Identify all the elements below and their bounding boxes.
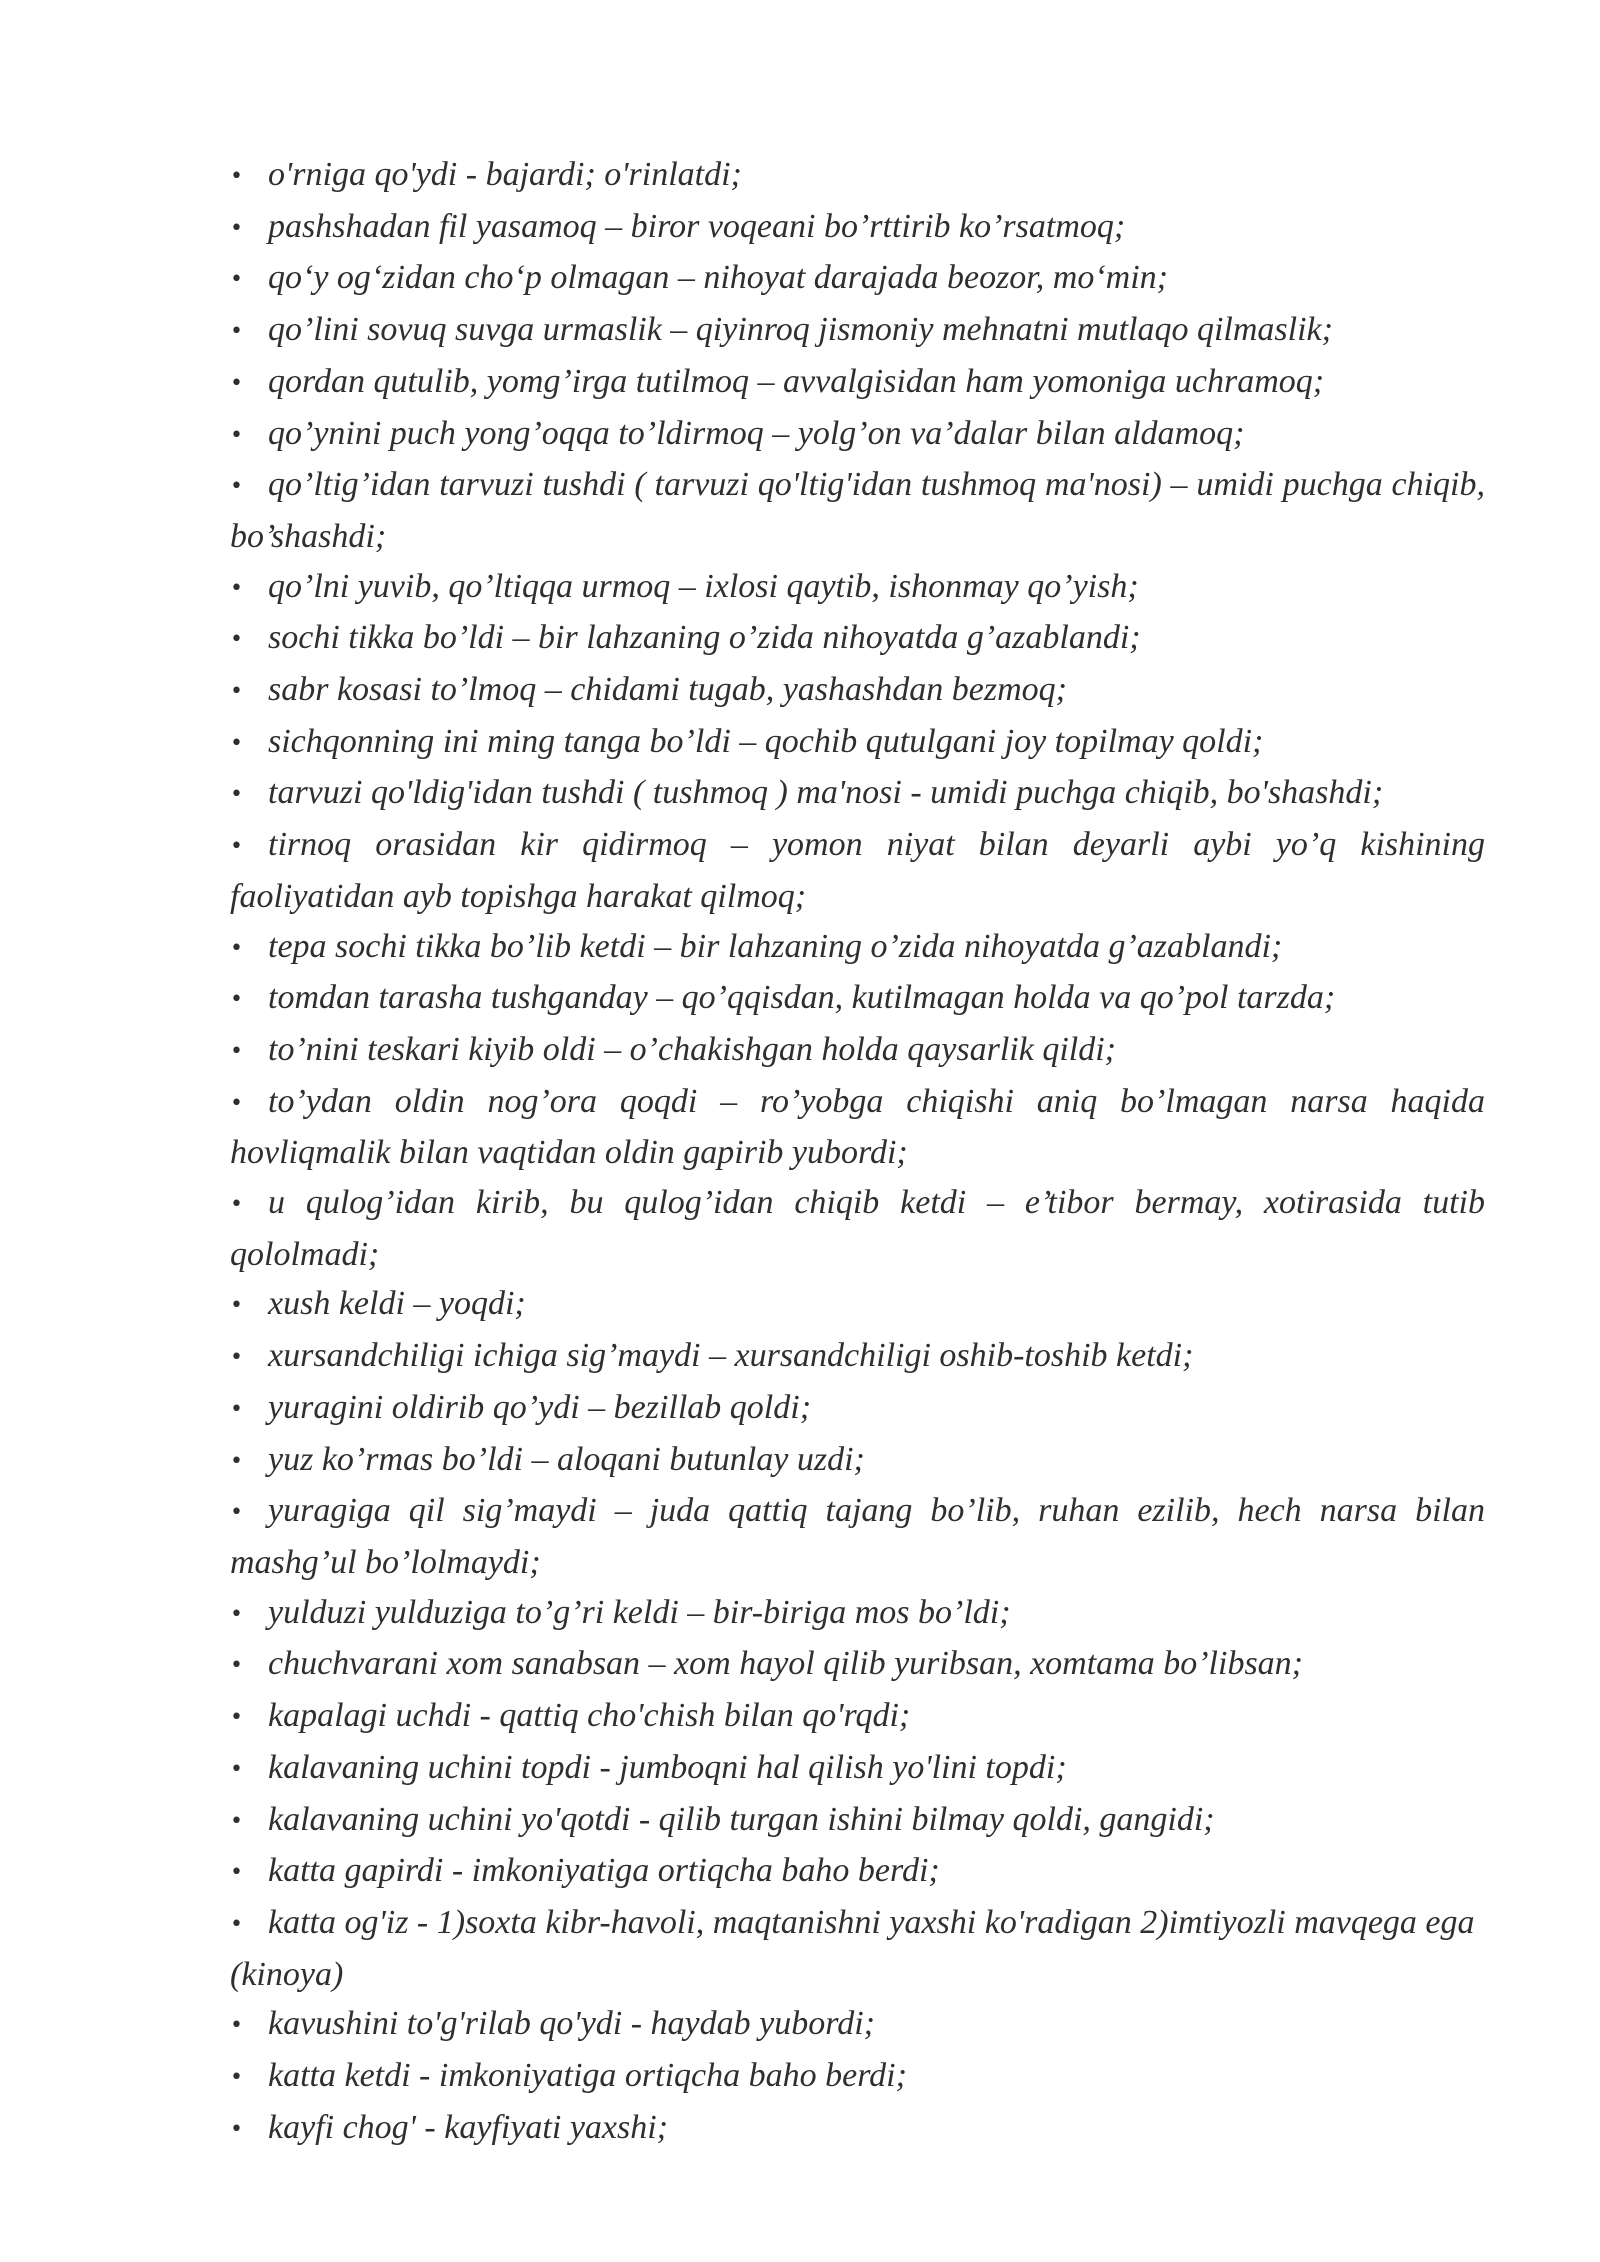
list-item xyxy=(230,1588,1485,1640)
list-item xyxy=(230,1331,1485,1383)
list-item xyxy=(230,768,1485,820)
bullet-icon: • xyxy=(230,1293,243,1319)
list-item xyxy=(230,973,1485,1025)
bullet-icon: • xyxy=(230,679,243,705)
list-item xyxy=(230,150,1485,202)
list-item-text: yulduzi yulduziga to’g’ri keldi – bir-biriga mos bo’ldi; xyxy=(268,1593,1011,1631)
list-item-text: tarvuzi qo'ldig'idan tushdi ( tushmoq ) ma'nosi - umidi puchga chiqib, bo'shashdi; xyxy=(268,774,1384,812)
bullet-icon: • xyxy=(230,1756,243,1782)
list-item xyxy=(230,409,1485,461)
bullet-icon: • xyxy=(230,1808,243,1834)
list-item-text: to’nini teskari kiyib oldi – o’chakishgan holda qaysarlik qildi; xyxy=(268,1030,1116,1068)
bullet-icon: • xyxy=(230,2116,243,2142)
list-item xyxy=(230,2103,1485,2155)
list-item-text: sichqonning ini ming tanga bo’ldi – qochib qutulgani joy topilmay qoldi; xyxy=(268,722,1264,760)
bullet-icon: • xyxy=(230,987,243,1013)
bullet-icon: • xyxy=(230,1860,243,1886)
list-item-text: tomdan tarasha tushganday – qo’qqisdan, kutilmagan holda va qo’pol tarzda; xyxy=(268,979,1336,1017)
list-item xyxy=(230,1077,1485,1178)
bullet-icon: • xyxy=(230,1705,243,1731)
list-item xyxy=(230,820,1485,921)
bullet-icon: • xyxy=(230,1653,243,1679)
list-item xyxy=(230,1999,1485,2051)
bullet-icon: • xyxy=(230,164,243,189)
list-item xyxy=(230,1691,1485,1743)
bullet-icon: • xyxy=(230,1601,243,1627)
list-item xyxy=(230,1025,1485,1077)
bullet-icon: • xyxy=(230,1500,243,1526)
bullet-icon: • xyxy=(230,935,243,961)
list-item xyxy=(230,1743,1485,1795)
list-item xyxy=(230,1178,1485,1279)
list-item xyxy=(230,2051,1485,2103)
list-item-text: qordan qutulib, yomg’irga tutilmoq – avvalgisidan ham yomoniga uchramoq; xyxy=(268,362,1325,400)
list-item xyxy=(230,357,1485,409)
list-item xyxy=(230,460,1485,561)
list-item-text: o'rniga qo'ydi - bajardi; o'rinlatdi; xyxy=(268,156,742,193)
list-item xyxy=(230,305,1485,357)
list-item-text: tepa sochi tikka bo’lib ketdi – bir lahzaning o’zida nihoyatda g’azablandi; xyxy=(268,927,1283,965)
list-item-text: sochi tikka bo’ldi – bir lahzaning o’zida nihoyatda g’azablandi; xyxy=(268,619,1141,657)
bullet-icon: • xyxy=(230,782,243,808)
list-item-text: pashshadan fil yasamoq – biror voqeani bo’rttirib ko’rsatmoq; xyxy=(268,207,1126,245)
bullet-icon: • xyxy=(230,370,243,396)
list-item-text: xursandchiligi ichiga sig’maydi – xursandchiligi oshib-toshib ketdi; xyxy=(268,1337,1194,1375)
bullet-icon: • xyxy=(230,2065,243,2091)
list-item-text: yuragini oldirib qo’ydi – bezillab qoldi; xyxy=(268,1388,812,1426)
list-item-text: qo’lni yuvib, qo’ltiqqa urmoq – ixlosi qaytib, ishonmay qo’yish; xyxy=(268,567,1139,605)
list-item xyxy=(230,717,1485,769)
list-item xyxy=(230,1846,1485,1898)
list-item xyxy=(230,253,1485,305)
list-item-text: kalavaning uchini yo'qotdi - qilib turgan ishini bilmay qoldi, gangidi; xyxy=(268,1800,1215,1838)
bullet-icon: • xyxy=(230,575,243,601)
list-item xyxy=(230,562,1485,614)
list-item-text: kalavaning uchini topdi - jumboqni hal qilish yo'lini topdi; xyxy=(268,1748,1067,1786)
list-item xyxy=(230,1898,1485,1999)
bullet-icon: • xyxy=(230,1090,243,1116)
list-item-text: chuchvarani xom sanabsan – xom hayol qilib yuribsan, xomtama bo’libsan; xyxy=(268,1645,1303,1683)
list-item-text: kavushini to'g'rilab qo'ydi - haydab yubordi; xyxy=(268,2005,875,2043)
list-item-text: katta ketdi - imkoniyatiga ortiqcha baho berdi; xyxy=(268,2057,907,2095)
bullet-icon: • xyxy=(230,627,243,653)
list-item xyxy=(230,1279,1485,1331)
list-item xyxy=(230,1639,1485,1691)
bullet-icon: • xyxy=(230,834,243,860)
list-item-text: katta gapirdi - imkoniyatiga ortiqcha baho berdi; xyxy=(268,1852,940,1890)
list-item xyxy=(230,1435,1485,1487)
list-item xyxy=(230,922,1485,974)
bullet-icon: • xyxy=(230,422,243,448)
list-item xyxy=(230,1383,1485,1435)
list-item-text: yuragiga qil sig’maydi – juda qattiq tajang bo’lib, ruhan ezilib, hech narsa bilan mashg’ul bo’lolmaydi; xyxy=(230,1492,1485,1581)
list-item-text: kayfi chog' - kayfiyati yaxshi; xyxy=(268,2108,668,2146)
bullet-icon: • xyxy=(230,267,243,293)
list-item-text: u qulog’idan kirib, bu qulog’idan chiqib ketdi – e’tibor bermay, xotirasida tutib qololmadi; xyxy=(230,1184,1485,1273)
list-item xyxy=(230,1486,1485,1587)
bullet-icon: • xyxy=(230,319,243,345)
list-item xyxy=(230,202,1485,254)
list-item-text: qo’ltig’idan tarvuzi tushdi ( tarvuzi qo'ltig'idan tushmoq ma'nosi) – umidi puchga chiqib, bo’shashdi; xyxy=(230,466,1485,555)
list-item-text: qo’lini sovuq suvga urmaslik – qiyinroq jismoniy mehnatni mutlaqo qilmaslik; xyxy=(268,311,1333,349)
document-page xyxy=(230,150,1485,2154)
list-item-text: to’ydan oldin nog’ora qoqdi – ro’yobga chiqishi aniq bo’lmagan narsa haqida hovliqmalik bilan vaqtidan oldin gapirib yubordi; xyxy=(230,1082,1485,1172)
list-item-text: qo‘y og‘zidan cho‘p olmagan – nihoyat darajada beozor, mo‘min; xyxy=(268,259,1168,297)
bullet-icon: • xyxy=(230,2013,243,2039)
bullet-icon: • xyxy=(230,1038,243,1064)
bullet-icon: • xyxy=(230,730,243,756)
bullet-icon: • xyxy=(230,1345,243,1371)
list-item xyxy=(230,665,1485,717)
list-item xyxy=(230,613,1485,665)
list-item-text: yuz ko’rmas bo’ldi – aloqani butunlay uzdi; xyxy=(268,1440,865,1478)
list-item-text: katta og'iz - 1)soxta kibr-havoli, maqtanishni yaxshi ko'radigan 2)imtiyozli mavqega ega (kinoya) xyxy=(230,1903,1475,1993)
list-item-text: sabr kosasi to’lmoq – chidami tugab, yashashdan bezmoq; xyxy=(268,671,1067,709)
bullet-icon: • xyxy=(230,1911,243,1937)
bullet-icon: • xyxy=(230,215,243,241)
bullet-icon: • xyxy=(230,474,243,500)
list-item-text: kapalagi uchdi - qattiq cho'chish bilan qo'rqdi; xyxy=(268,1697,911,1735)
list-item-text: tirnoq orasidan kir qidirmoq – yomon niyat bilan deyarli aybi yo’q kishining faoliyatidan ayb topishga harakat qilmoq; xyxy=(230,826,1485,915)
bullet-icon: • xyxy=(230,1396,243,1422)
list-item-text: xush keldi – yoqdi; xyxy=(268,1285,526,1323)
bullet-icon: • xyxy=(230,1448,243,1474)
list-item-text: qo’ynini puch yong’oqqa to’ldirmoq – yolg’on va’dalar bilan aldamoq; xyxy=(268,414,1245,452)
bullet-icon: • xyxy=(230,1192,243,1218)
list-item xyxy=(230,1795,1485,1847)
